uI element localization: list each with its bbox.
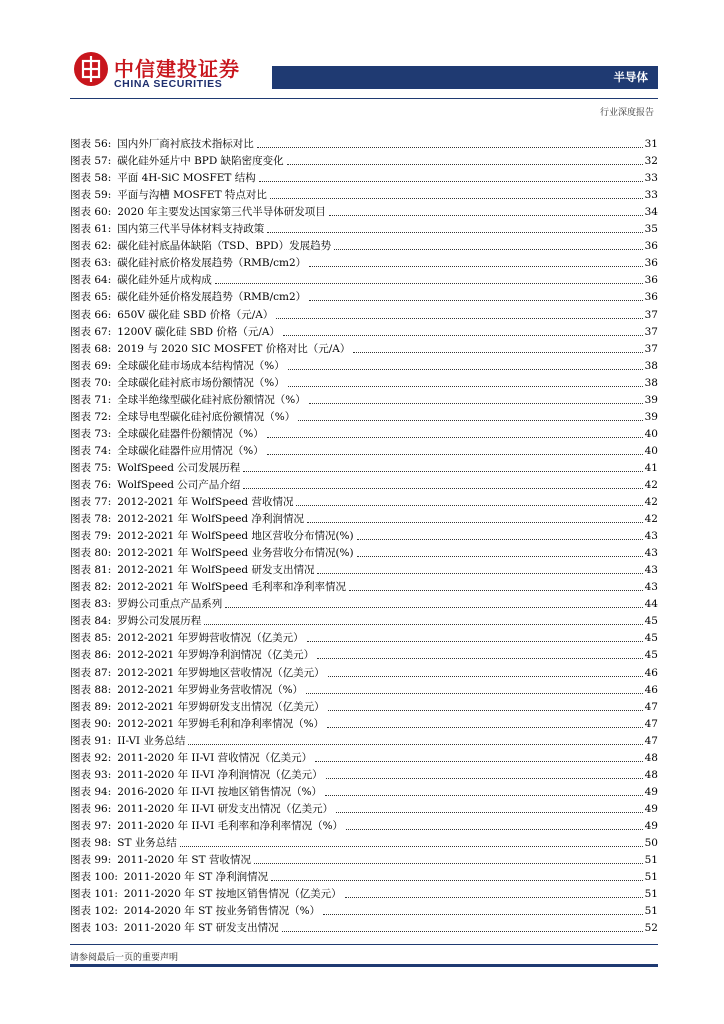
table-of-figures bbox=[70, 134, 658, 935]
toc-entry[interactable] bbox=[70, 526, 658, 543]
toc-entry[interactable] bbox=[70, 407, 658, 424]
toc-entry-label: 图表 93: bbox=[70, 768, 112, 781]
toc-entry-page: 51 bbox=[644, 871, 658, 884]
industry-tag: 半导体 bbox=[613, 70, 648, 84]
toc-entry-label: 图表 74: bbox=[70, 444, 112, 457]
toc-entry-label: 图表 61: bbox=[70, 223, 112, 236]
toc-entry[interactable] bbox=[70, 270, 658, 287]
toc-entry-page: 49 bbox=[644, 785, 658, 798]
toc-entry-page: 38 bbox=[644, 376, 658, 389]
toc-entry-page: 39 bbox=[644, 393, 658, 406]
toc-entry-label: 图表 60: bbox=[70, 206, 112, 219]
toc-entry-label: 图表 69: bbox=[70, 359, 112, 372]
header-banner bbox=[272, 66, 658, 89]
toc-entry-page: 49 bbox=[644, 802, 658, 815]
toc-entry-page: 42 bbox=[644, 496, 658, 509]
toc-entry-page: 36 bbox=[644, 291, 658, 304]
toc-entry-label: 图表 56: bbox=[70, 138, 112, 151]
toc-leader-dots bbox=[317, 573, 642, 574]
toc-entry-title: 2014-2020 年 ST 按业务销售情况（%） bbox=[123, 905, 321, 918]
toc-leader-dots bbox=[188, 744, 642, 745]
toc-entry[interactable] bbox=[70, 322, 658, 339]
toc-entry-page: 51 bbox=[644, 888, 658, 901]
toc-entry-label: 图表 101: bbox=[70, 888, 118, 901]
toc-entry-label: 图表 57: bbox=[70, 155, 112, 168]
toc-entry-page: 37 bbox=[644, 342, 658, 355]
toc-entry-title: 2012-2021 年 WolfSpeed 地区营收分布情况(%) bbox=[117, 530, 354, 543]
toc-leader-dots bbox=[307, 522, 643, 523]
toc-leader-dots bbox=[267, 454, 643, 455]
toc-entry-page: 33 bbox=[644, 189, 658, 202]
toc-entry-label: 图表 83: bbox=[70, 598, 112, 611]
toc-entry-title: 2011-2020 年 II-VI 毛利率和净利率情况（%） bbox=[117, 819, 344, 832]
toc-entry[interactable] bbox=[70, 901, 658, 918]
toc-leader-dots bbox=[334, 249, 643, 250]
toc-entry[interactable] bbox=[70, 287, 658, 304]
toc-entry[interactable] bbox=[70, 458, 658, 475]
toc-entry-label: 图表 77: bbox=[70, 496, 112, 509]
brand-name-cn: 中信建投证券 bbox=[114, 57, 240, 81]
toc-entry-label: 图表 103: bbox=[70, 922, 118, 935]
toc-leader-dots bbox=[254, 863, 643, 864]
toc-entry-title: 2012-2021 年罗姆营收情况（亿美元） bbox=[117, 632, 304, 645]
toc-entry-title: 2012-2021 年 WolfSpeed 净利润情况 bbox=[117, 513, 304, 526]
toc-leader-dots bbox=[271, 880, 643, 881]
toc-entry-title: II-VI 业务总结 bbox=[117, 734, 186, 747]
toc-leader-dots bbox=[225, 607, 642, 608]
toc-entry-page: 47 bbox=[644, 700, 658, 713]
toc-entry-title: 全球半绝缘型碳化硅衬底份额情况（%） bbox=[117, 393, 306, 406]
toc-entry-title: 2012-2021 年罗姆业务营收情况（%） bbox=[117, 683, 304, 696]
toc-entry-title: WolfSpeed 公司产品介绍 bbox=[117, 478, 241, 491]
toc-entry-label: 图表 67: bbox=[70, 325, 112, 338]
toc-entry-title: 碳化硅衬底晶体缺陷（TSD、BPD）发展趋势 bbox=[117, 240, 332, 253]
brand-name-en: CHINA SECURITIES bbox=[114, 78, 223, 90]
toc-leader-dots bbox=[180, 846, 643, 847]
toc-entry[interactable] bbox=[70, 219, 658, 236]
toc-entry-label: 图表 58: bbox=[70, 172, 112, 185]
toc-entry-title: 2012-2021 年罗姆毛利和净利率情况（%） bbox=[117, 717, 325, 730]
toc-entry-title: ST 业务总结 bbox=[117, 836, 177, 849]
toc-entry-label: 图表 59: bbox=[70, 189, 112, 202]
report-type: 行业深度报告 bbox=[599, 108, 654, 118]
toc-entry[interactable] bbox=[70, 731, 658, 748]
toc-entry-page: 39 bbox=[644, 410, 658, 423]
toc-leader-dots bbox=[288, 386, 643, 387]
toc-entry-page: 45 bbox=[644, 615, 658, 628]
toc-entry[interactable] bbox=[70, 867, 658, 884]
toc-leader-dots bbox=[349, 590, 643, 591]
toc-entry[interactable] bbox=[70, 492, 658, 509]
toc-leader-dots bbox=[215, 283, 643, 284]
footer-disclaimer: 请参阅最后一页的重要声明 bbox=[70, 953, 179, 963]
toc-entry-page: 41 bbox=[644, 461, 658, 474]
toc-entry-title: 平面与沟槽 MOSFET 特点对比 bbox=[117, 189, 267, 202]
toc-leader-dots bbox=[317, 658, 643, 659]
toc-entry-title: 罗姆公司发展历程 bbox=[117, 615, 202, 628]
toc-entry-label: 图表 72: bbox=[70, 410, 112, 423]
toc-entry-page: 40 bbox=[644, 427, 658, 440]
toc-entry-title: 国内第三代半导体材料支持政策 bbox=[117, 223, 265, 236]
toc-entry-title: 碳化硅衬底价格发展趋势（RMB/cm2） bbox=[117, 257, 307, 270]
toc-entry[interactable] bbox=[70, 475, 658, 492]
toc-entry-title: 2012-2021 年罗姆研发支出情况（亿美元） bbox=[117, 700, 325, 713]
header-divider bbox=[70, 98, 658, 99]
toc-entry[interactable] bbox=[70, 151, 658, 168]
toc-entry[interactable] bbox=[70, 560, 658, 577]
toc-entry-label: 图表 84: bbox=[70, 615, 112, 628]
toc-entry-title: 2012-2021 年罗姆地区营收情况（亿美元） bbox=[117, 666, 325, 679]
toc-entry[interactable] bbox=[70, 339, 658, 356]
toc-leader-dots bbox=[323, 914, 643, 915]
toc-leader-dots bbox=[282, 931, 643, 932]
toc-entry[interactable] bbox=[70, 424, 658, 441]
toc-entry[interactable] bbox=[70, 833, 658, 850]
toc-entry-title: 全球碳化硅器件份额情况（%） bbox=[117, 427, 264, 440]
toc-entry-page: 43 bbox=[644, 564, 658, 577]
toc-entry-page: 37 bbox=[644, 308, 658, 321]
toc-entry-label: 图表 75: bbox=[70, 461, 112, 474]
toc-entry-title: 2011-2020 年 II-VI 净利润情况（亿美元） bbox=[117, 768, 323, 781]
toc-entry-label: 图表 86: bbox=[70, 649, 112, 662]
toc-entry-label: 图表 85: bbox=[70, 632, 112, 645]
toc-leader-dots bbox=[336, 812, 643, 813]
toc-entry-label: 图表 66: bbox=[70, 308, 112, 321]
toc-entry-title: 2011-2020 年 II-VI 营收情况（亿美元） bbox=[117, 751, 313, 764]
toc-leader-dots bbox=[267, 437, 643, 438]
toc-entry-title: 全球碳化硅器件应用情况（%） bbox=[117, 444, 264, 457]
toc-leader-dots bbox=[306, 693, 643, 694]
toc-entry-page: 45 bbox=[644, 649, 658, 662]
toc-leader-dots bbox=[243, 471, 642, 472]
toc-entry-label: 图表 71: bbox=[70, 393, 112, 406]
toc-entry-label: 图表 80: bbox=[70, 547, 112, 560]
toc-entry[interactable] bbox=[70, 594, 658, 611]
toc-entry[interactable] bbox=[70, 697, 658, 714]
toc-entry-page: 43 bbox=[644, 581, 658, 594]
toc-leader-dots bbox=[270, 198, 643, 199]
footer-bar bbox=[70, 964, 658, 967]
toc-leader-dots bbox=[357, 556, 643, 557]
toc-entry[interactable] bbox=[70, 816, 658, 833]
toc-entry-label: 图表 94: bbox=[70, 785, 112, 798]
toc-entry-page: 46 bbox=[644, 666, 658, 679]
toc-entry-label: 图表 98: bbox=[70, 836, 112, 849]
toc-leader-dots bbox=[307, 641, 643, 642]
toc-entry[interactable] bbox=[70, 850, 658, 867]
toc-entry-title: 2019 与 2020 SIC MOSFET 价格对比（元/A） bbox=[117, 342, 351, 355]
toc-entry-title: 碳化硅外延片中 BPD 缺陷密度变化 bbox=[117, 155, 284, 168]
toc-entry-label: 图表 79: bbox=[70, 530, 112, 543]
toc-leader-dots bbox=[309, 403, 643, 404]
toc-entry-title: 罗姆公司重点产品系列 bbox=[117, 598, 223, 611]
toc-leader-dots bbox=[327, 727, 643, 728]
toc-entry-page: 40 bbox=[644, 444, 658, 457]
toc-entry-title: 2016-2020 年 II-VI 按地区销售情况（%） bbox=[117, 785, 323, 798]
toc-entry-title: 全球碳化硅市场成本结构情况（%） bbox=[117, 359, 285, 372]
toc-leader-dots bbox=[325, 795, 643, 796]
toc-entry-title: 碳化硅外延价格发展趋势（RMB/cm2） bbox=[117, 291, 307, 304]
toc-entry[interactable] bbox=[70, 645, 658, 662]
toc-leader-dots bbox=[276, 318, 642, 319]
toc-entry-page: 38 bbox=[644, 359, 658, 372]
toc-entry-title: 2012-2021 年 WolfSpeed 毛利率和净利率情况 bbox=[117, 581, 346, 594]
page-header bbox=[0, 0, 724, 120]
toc-entry-label: 图表 68: bbox=[70, 342, 112, 355]
toc-leader-dots bbox=[326, 778, 643, 779]
toc-entry[interactable] bbox=[70, 509, 658, 526]
toc-entry-page: 45 bbox=[644, 632, 658, 645]
toc-entry[interactable] bbox=[70, 611, 658, 628]
toc-entry-title: 2011-2020 年 ST 净利润情况 bbox=[123, 871, 269, 884]
toc-entry-page: 42 bbox=[644, 513, 658, 526]
toc-entry-label: 图表 65: bbox=[70, 291, 112, 304]
toc-entry-page: 48 bbox=[644, 768, 658, 781]
toc-entry-title: WolfSpeed 公司发展历程 bbox=[117, 461, 241, 474]
toc-leader-dots bbox=[315, 761, 643, 762]
toc-entry-title: 2020 年主要发达国家第三代半导体研发项目 bbox=[117, 206, 326, 219]
toc-entry-title: 国内外厂商衬底技术指标对比 bbox=[117, 138, 254, 151]
toc-entry-page: 31 bbox=[644, 138, 658, 151]
toc-leader-dots bbox=[345, 897, 643, 898]
toc-entry[interactable] bbox=[70, 577, 658, 594]
toc-entry[interactable] bbox=[70, 714, 658, 731]
toc-entry-page: 47 bbox=[644, 717, 658, 730]
toc-entry-page: 50 bbox=[644, 836, 658, 849]
toc-entry-label: 图表 88: bbox=[70, 683, 112, 696]
toc-entry-label: 图表 64: bbox=[70, 274, 112, 287]
toc-leader-dots bbox=[283, 335, 643, 336]
toc-entry[interactable] bbox=[70, 662, 658, 679]
toc-entry-label: 图表 91: bbox=[70, 734, 112, 747]
toc-entry-title: 2011-2020 年 ST 研发支出情况 bbox=[123, 922, 279, 935]
toc-entry[interactable] bbox=[70, 185, 658, 202]
toc-entry-label: 图表 78: bbox=[70, 513, 112, 526]
toc-leader-dots bbox=[287, 164, 643, 165]
toc-leader-dots bbox=[298, 420, 642, 421]
toc-leader-dots bbox=[353, 352, 642, 353]
toc-leader-dots bbox=[357, 539, 643, 540]
toc-leader-dots bbox=[288, 369, 643, 370]
toc-leader-dots bbox=[328, 676, 643, 677]
toc-entry[interactable] bbox=[70, 356, 658, 373]
china-securities-logo-icon bbox=[74, 52, 108, 86]
toc-leader-dots bbox=[259, 181, 643, 182]
toc-entry-title: 2012-2021 年 WolfSpeed 研发支出情况 bbox=[117, 564, 315, 577]
toc-leader-dots bbox=[309, 266, 642, 267]
toc-entry[interactable] bbox=[70, 884, 658, 901]
toc-leader-dots bbox=[204, 624, 642, 625]
toc-entry-page: 47 bbox=[644, 734, 658, 747]
toc-entry[interactable] bbox=[70, 168, 658, 185]
toc-entry-label: 图表 90: bbox=[70, 717, 112, 730]
toc-entry-label: 图表 87: bbox=[70, 666, 112, 679]
toc-entry-label: 图表 82: bbox=[70, 581, 112, 594]
toc-entry[interactable] bbox=[70, 799, 658, 816]
toc-entry-label: 图表 70: bbox=[70, 376, 112, 389]
toc-leader-dots bbox=[296, 505, 642, 506]
toc-entry-title: 2011-2020 年 ST 营收情况 bbox=[117, 854, 251, 867]
toc-entry-title: 1200V 碳化硅 SBD 价格（元/A） bbox=[117, 325, 281, 338]
toc-entry-label: 图表 96: bbox=[70, 802, 112, 815]
toc-leader-dots bbox=[257, 147, 643, 148]
footer-divider bbox=[70, 944, 658, 945]
toc-entry[interactable] bbox=[70, 134, 658, 151]
toc-entry-label: 图表 99: bbox=[70, 854, 112, 867]
toc-leader-dots bbox=[346, 829, 643, 830]
toc-entry-page: 36 bbox=[644, 240, 658, 253]
toc-entry-page: 51 bbox=[644, 905, 658, 918]
toc-entry-title: 2012-2021 年 WolfSpeed 业务营收分布情况(%) bbox=[117, 547, 354, 560]
toc-entry-label: 图表 62: bbox=[70, 240, 112, 253]
toc-entry-page: 43 bbox=[644, 547, 658, 560]
toc-entry-page: 32 bbox=[644, 155, 658, 168]
toc-entry-label: 图表 89: bbox=[70, 700, 112, 713]
toc-entry-title: 2011-2020 年 II-VI 研发支出情况（亿美元） bbox=[117, 802, 334, 815]
toc-entry[interactable] bbox=[70, 253, 658, 270]
toc-leader-dots bbox=[328, 710, 643, 711]
toc-entry[interactable] bbox=[70, 236, 658, 253]
toc-entry-page: 51 bbox=[644, 854, 658, 867]
toc-entry-label: 图表 63: bbox=[70, 257, 112, 270]
toc-entry-title: 2012-2021 年罗姆净利润情况（亿美元） bbox=[117, 649, 315, 662]
toc-entry-label: 图表 73: bbox=[70, 427, 112, 440]
toc-entry-title: 碳化硅外延片成构成 bbox=[117, 274, 212, 287]
toc-entry-page: 37 bbox=[644, 325, 658, 338]
toc-entry-page: 42 bbox=[644, 478, 658, 491]
toc-entry-label: 图表 97: bbox=[70, 819, 112, 832]
toc-entry-title: 650V 碳化硅 SBD 价格（元/A） bbox=[117, 308, 274, 321]
toc-entry-title: 全球碳化硅衬底市场份额情况（%） bbox=[117, 376, 285, 389]
toc-entry[interactable] bbox=[70, 680, 658, 697]
toc-entry-page: 35 bbox=[644, 223, 658, 236]
toc-entry-label: 图表 81: bbox=[70, 564, 112, 577]
toc-entry-page: 36 bbox=[644, 274, 658, 287]
toc-entry-page: 43 bbox=[644, 530, 658, 543]
toc-leader-dots bbox=[243, 488, 642, 489]
toc-entry[interactable] bbox=[70, 748, 658, 765]
toc-leader-dots bbox=[267, 232, 642, 233]
toc-entry[interactable] bbox=[70, 765, 658, 782]
toc-entry[interactable] bbox=[70, 390, 658, 407]
toc-entry-page: 46 bbox=[644, 683, 658, 696]
toc-entry-label: 图表 100: bbox=[70, 871, 118, 884]
toc-entry-title: 2012-2021 年 WolfSpeed 营收情况 bbox=[117, 496, 294, 509]
toc-entry[interactable] bbox=[70, 304, 658, 321]
toc-entry-label: 图表 76: bbox=[70, 478, 112, 491]
toc-entry-page: 48 bbox=[644, 751, 658, 764]
toc-entry-page: 33 bbox=[644, 172, 658, 185]
toc-entry-page: 36 bbox=[644, 257, 658, 270]
toc-entry[interactable] bbox=[70, 782, 658, 799]
toc-entry-title: 2011-2020 年 ST 按地区销售情况（亿美元） bbox=[123, 888, 342, 901]
toc-entry-page: 52 bbox=[644, 922, 658, 935]
toc-entry-page: 49 bbox=[644, 819, 658, 832]
toc-entry[interactable] bbox=[70, 373, 658, 390]
toc-entry[interactable] bbox=[70, 543, 658, 560]
toc-entry-page: 44 bbox=[644, 598, 658, 611]
toc-entry-page: 34 bbox=[644, 206, 658, 219]
toc-entry[interactable] bbox=[70, 202, 658, 219]
toc-entry[interactable] bbox=[70, 628, 658, 645]
toc-entry[interactable] bbox=[70, 441, 658, 458]
toc-leader-dots bbox=[309, 300, 642, 301]
toc-leader-dots bbox=[329, 215, 643, 216]
toc-entry-label: 图表 102: bbox=[70, 905, 118, 918]
toc-entry-title: 平面 4H-SiC MOSFET 结构 bbox=[117, 172, 256, 185]
toc-entry-title: 全球导电型碳化硅衬底份额情况（%） bbox=[117, 410, 296, 423]
toc-entry[interactable] bbox=[70, 918, 658, 935]
toc-entry-label: 图表 92: bbox=[70, 751, 112, 764]
